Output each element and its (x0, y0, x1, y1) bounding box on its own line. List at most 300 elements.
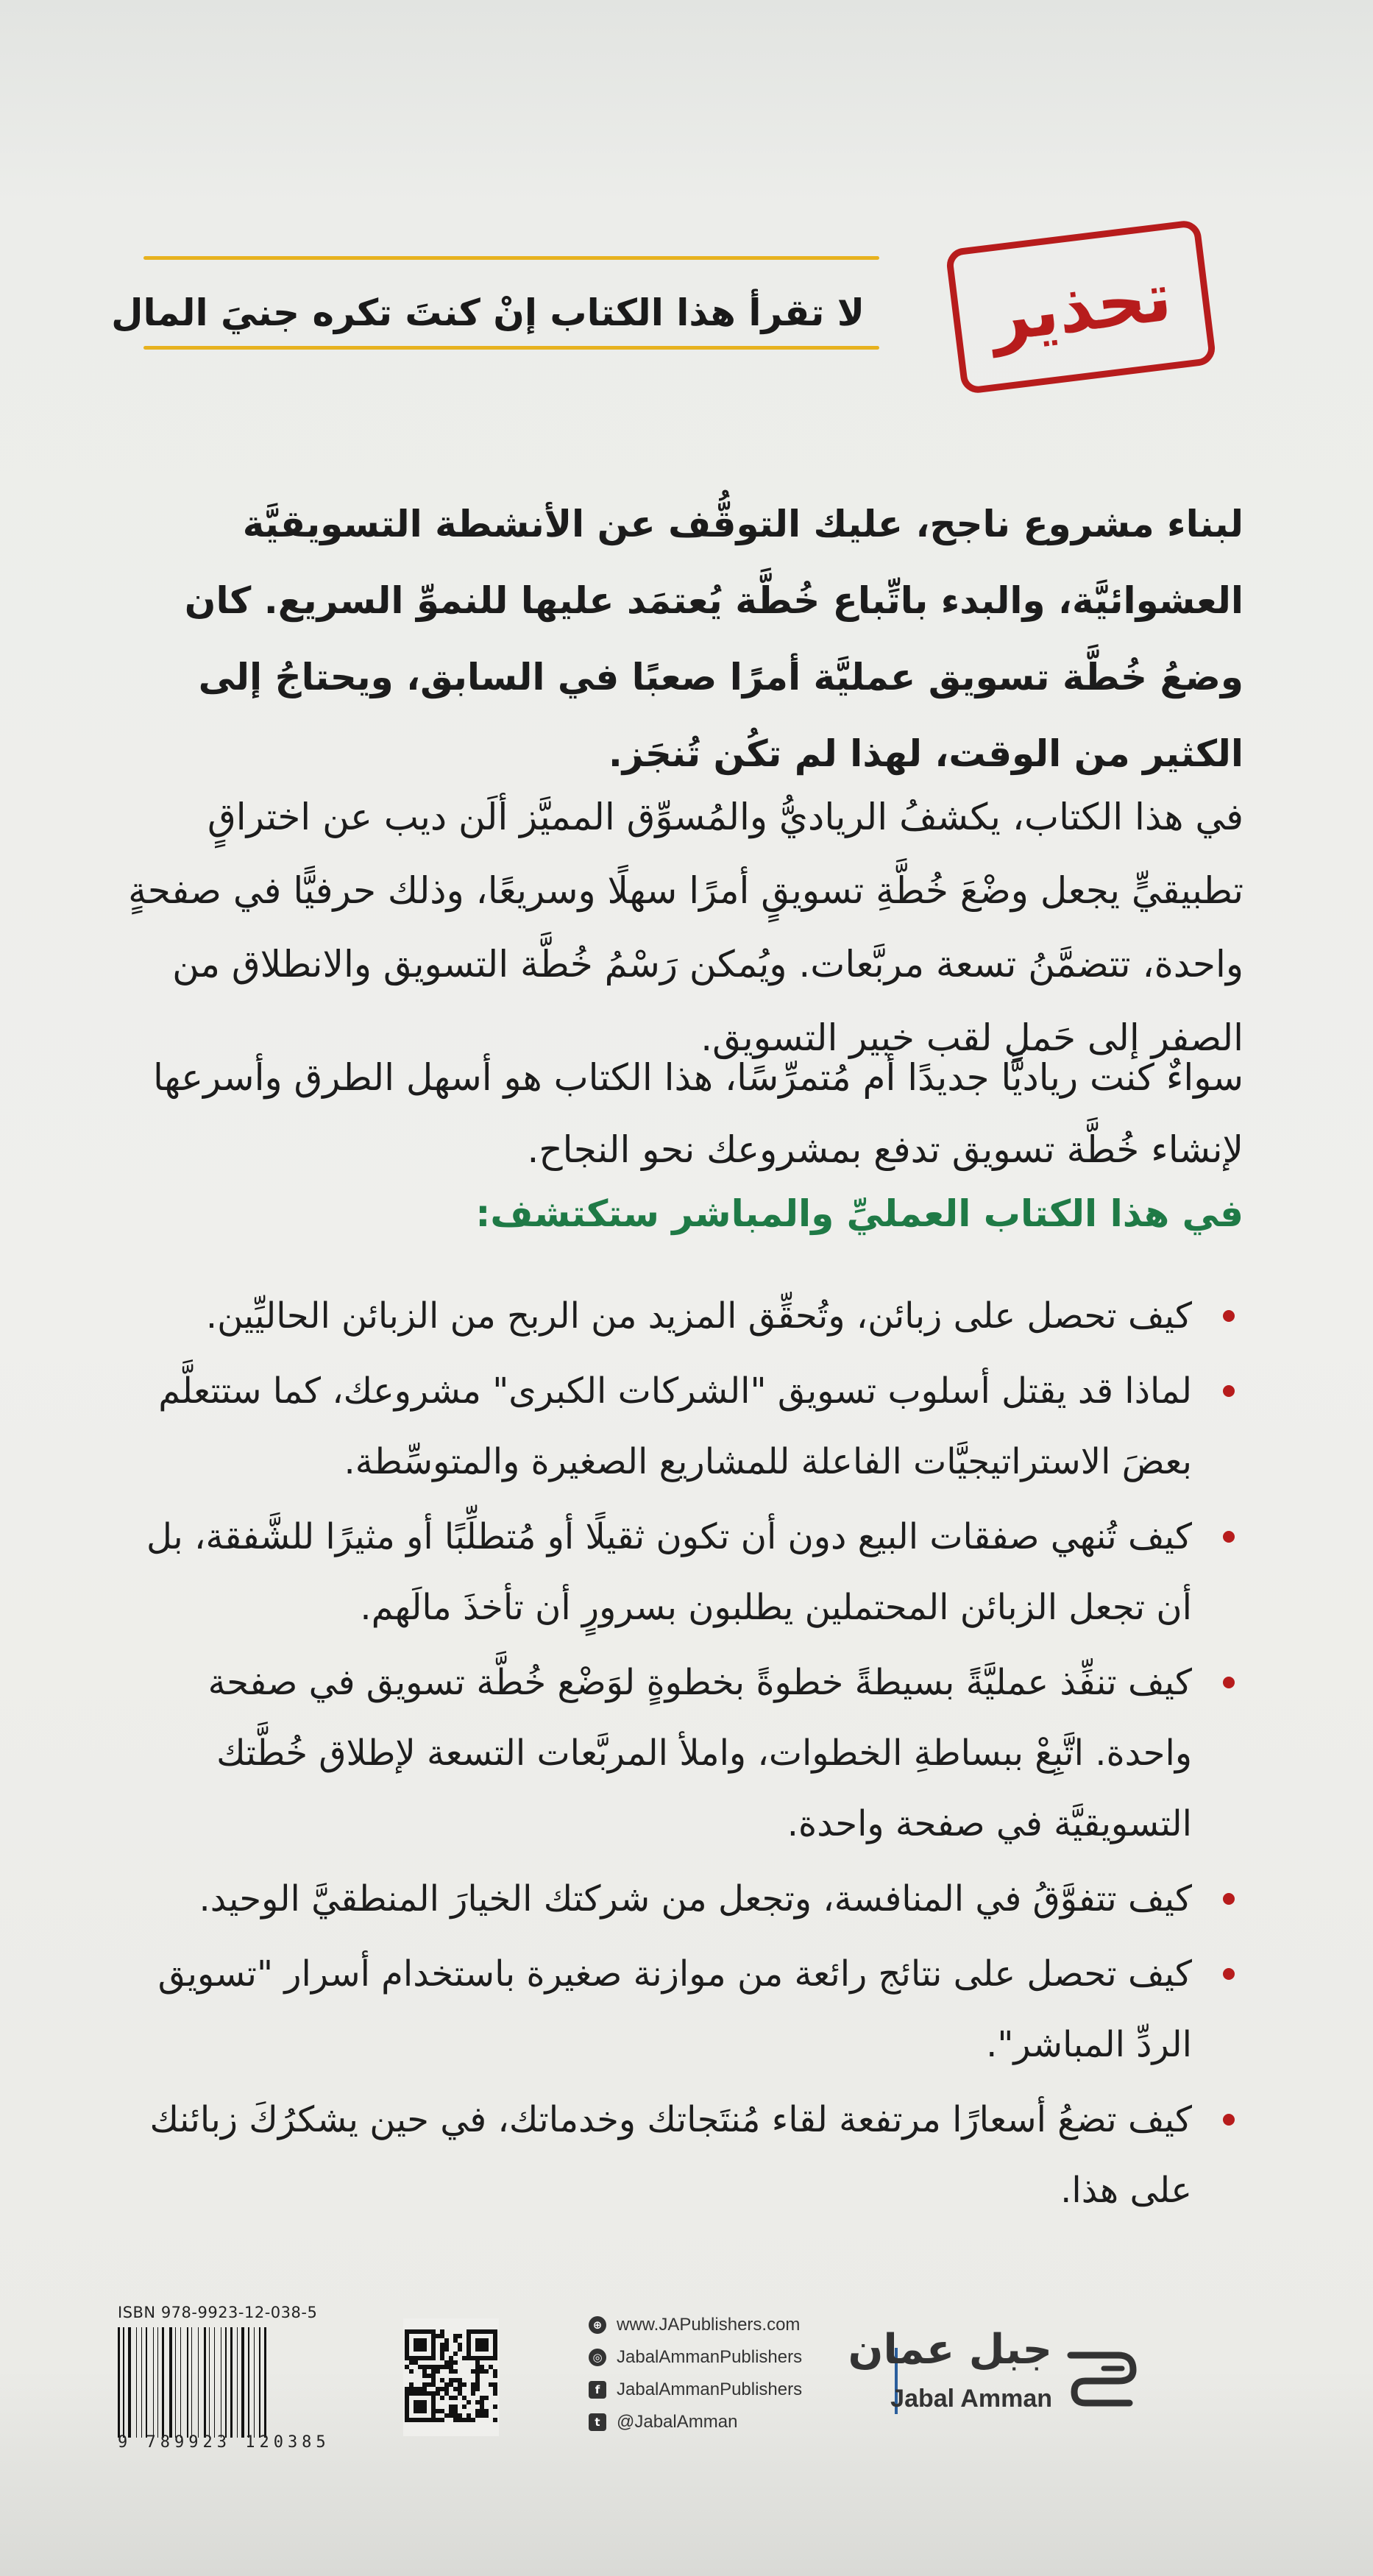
qr-module (431, 2334, 436, 2338)
qr-module (427, 2382, 431, 2387)
qr-module (449, 2360, 453, 2365)
bullet-dot-icon (1223, 2114, 1235, 2126)
qr-module (471, 2369, 475, 2374)
qr-module (427, 2374, 431, 2378)
barcode-bar (194, 2327, 197, 2438)
qr-module (427, 2329, 431, 2334)
qr-module (458, 2334, 462, 2338)
barcode-number: 9 789923 120385 (118, 2433, 330, 2452)
qr-module (440, 2356, 444, 2360)
publisher-logo (848, 2318, 1163, 2444)
barcode-bar (246, 2327, 247, 2438)
qr-module (480, 2369, 484, 2374)
qr-module (422, 2356, 427, 2360)
qr-module (493, 2387, 497, 2391)
qr-module (431, 2347, 436, 2352)
qr-module (409, 2391, 414, 2396)
qr-module (493, 2347, 497, 2352)
warning-stamp (945, 219, 1217, 395)
qr-module (422, 2343, 427, 2347)
barcode-bar (166, 2327, 167, 2438)
qr-module (453, 2409, 458, 2413)
list-item-text: كيف تتفوَّقُ في المنافسة، وتجعل من شركتك الخيارَ المنطقيَّ الوحيد. (199, 1878, 1192, 1919)
qr-module (440, 2409, 444, 2413)
qr-module (422, 2329, 427, 2334)
qr-module (471, 2391, 475, 2396)
barcode-bar (241, 2327, 244, 2438)
qr-module (453, 2413, 458, 2418)
qr-module (484, 2329, 489, 2334)
qr-module (475, 2382, 480, 2387)
qr-module (475, 2400, 480, 2405)
bullet-dot-icon (1223, 1893, 1235, 1905)
barcode-bar (212, 2327, 213, 2438)
barcode-bar (191, 2327, 192, 2438)
qr-module (414, 2391, 418, 2396)
qr-module (431, 2356, 436, 2360)
qr-module (475, 2409, 480, 2413)
qr-module (431, 2378, 436, 2382)
qr-module (493, 2374, 497, 2378)
qr-module (431, 2400, 436, 2405)
list-item-text: كيف تحصل على زبائن، وتُحقِّق المزيد من الربح من الزبائن الحاليِّين. (205, 1295, 1192, 1337)
qr-module (493, 2405, 497, 2409)
qr-module (431, 2382, 436, 2387)
header-rule-bottom (143, 346, 879, 350)
barcode-bar (149, 2327, 151, 2438)
qr-module (431, 2338, 436, 2343)
qr-module (431, 2343, 436, 2347)
qr-module (493, 2382, 497, 2387)
qr-module (458, 2418, 462, 2422)
qr-module (414, 2409, 418, 2413)
qr-module (422, 2347, 427, 2352)
qr-module (422, 2405, 427, 2409)
qr-module (449, 2409, 453, 2413)
qr-module (414, 2347, 418, 2352)
barcode-bar (255, 2327, 258, 2438)
bullet-dot-icon (1223, 1968, 1235, 1980)
qr-module (414, 2356, 418, 2360)
barcode-bar (216, 2327, 219, 2438)
qr-module (453, 2387, 458, 2391)
qr-module (484, 2396, 489, 2400)
bullet-dot-icon (1223, 1385, 1235, 1397)
qr-module (449, 2405, 453, 2409)
qr-module (405, 2334, 409, 2338)
qr-module (475, 2365, 480, 2369)
qr-module (414, 2400, 418, 2405)
barcode-bar (162, 2327, 164, 2438)
qr-module (449, 2382, 453, 2387)
bullet-dot-icon (1223, 1531, 1235, 1543)
qr-module (440, 2387, 444, 2391)
qr-module (493, 2329, 497, 2334)
qr-module (427, 2418, 431, 2422)
qr-module (431, 2396, 436, 2400)
qr-module (462, 2356, 466, 2360)
qr-module (440, 2334, 444, 2338)
qr-module (414, 2360, 418, 2365)
qr-module (480, 2396, 484, 2400)
barcode-bar (160, 2327, 161, 2438)
list-item-text: كيف تنفِّذ عمليَّةً بسيطةً خطوةً بخطوةٍ لوَضْع خُطَّة تسويق في صفحة واحدة. اتَّبِعْ ببساطةِ الخطوات، واملأ المربَّعات التسعة لإطلاق خُطَّتك التسويقيَّة في صفحة واحدة. (207, 1662, 1192, 1844)
qr-module (409, 2360, 414, 2365)
qr-module (444, 2338, 449, 2343)
qr-module (484, 2347, 489, 2352)
barcode-bar (225, 2327, 227, 2438)
qr-module (427, 2356, 431, 2360)
qr-module (475, 2413, 480, 2418)
qr-module (405, 2338, 409, 2343)
qr-module (458, 2413, 462, 2418)
qr-module (449, 2369, 453, 2374)
qr-module (493, 2391, 497, 2396)
qr-module (462, 2418, 466, 2422)
qr-module (453, 2360, 458, 2365)
qr-module (422, 2387, 427, 2391)
qr-module (440, 2352, 444, 2356)
qr-module (471, 2382, 475, 2387)
list-item-text: كيف تضعُ أسعارًا مرتفعة لقاء مُنتَجاتك وخدماتك، في حين يشكرُكَ زبائنك على هذا. (149, 2099, 1192, 2211)
contact-facebook[interactable] (589, 2376, 898, 2404)
qr-module (458, 2382, 462, 2387)
qr-module (475, 2338, 480, 2343)
qr-module (431, 2365, 436, 2369)
qr-module (418, 2347, 422, 2352)
qr-module (444, 2360, 449, 2365)
qr-module (480, 2347, 484, 2352)
twitter-icon: t (589, 2413, 606, 2431)
qr-module (462, 2382, 466, 2387)
barcode-bars (118, 2327, 361, 2438)
barcode-bar (123, 2327, 124, 2438)
qr-module (409, 2369, 414, 2374)
qr-module (418, 2391, 422, 2396)
qr-module (418, 2405, 422, 2409)
qr-module (458, 2391, 462, 2396)
qr-module (480, 2356, 484, 2360)
qr-module (444, 2387, 449, 2391)
qr-module (405, 2347, 409, 2352)
qr-module (414, 2418, 418, 2422)
qr-module (453, 2396, 458, 2400)
qr-module (414, 2338, 418, 2343)
barcode-bar (222, 2327, 224, 2438)
barcode-bar (141, 2327, 142, 2438)
qr-module (466, 2352, 471, 2356)
qr-module (453, 2378, 458, 2382)
qr-module (431, 2374, 436, 2378)
qr-module (431, 2413, 436, 2418)
qr-module (480, 2400, 484, 2405)
qr-module (405, 2387, 409, 2391)
intro-paragraph-2: في هذا الكتاب، يكشفُ الرياديُّ والمُسوِّق المميَّز ألَن ديب عن اختراقٍ تطبيقيٍّ يجعل وضْعَ خُطَّةِ تسويقٍ أمرًا سهلًا وسريعًا، وذلك حرفيًّا في صفحةٍ واحدة، تتضمَّنُ تسعة مربَّعات. ويُمكن رَسْمُ خُطَّة التسويق والانطلاق من الصفر إلى حَملِ لقب خبير التسويق. (128, 796, 1243, 1059)
qr-module (493, 2356, 497, 2360)
qr-module (453, 2338, 458, 2343)
barcode-bar (204, 2327, 206, 2438)
qr-module (418, 2409, 422, 2413)
qr-module (440, 2347, 444, 2352)
warning-tagline-text: لا تقرأ هذا الكتاب إنْ كنتَ تكره جنيَ المال (111, 291, 865, 334)
barcode-bar (118, 2327, 120, 2438)
header-rule-top (143, 256, 879, 260)
qr-module (427, 2391, 431, 2396)
qr-module (466, 2347, 471, 2352)
contact-label: JabalAmmanPublishers (617, 2379, 803, 2399)
list-item (118, 1939, 1243, 2080)
qr-module (453, 2352, 458, 2356)
list-item (118, 1501, 1243, 1643)
barcode-bar (200, 2327, 202, 2438)
qr-module (466, 2413, 471, 2418)
qr-module (422, 2382, 427, 2387)
qr-module (453, 2405, 458, 2409)
qr-module (414, 2405, 418, 2409)
barcode-bar (230, 2327, 233, 2438)
barcode-bar (169, 2327, 172, 2438)
qr-module (409, 2418, 414, 2422)
qr-module (405, 2356, 409, 2360)
barcode-bar (157, 2327, 158, 2438)
publisher-name-arabic: جبل عمان (848, 2326, 1052, 2374)
qr-module (480, 2343, 484, 2347)
list-item-text: كيف تُنهي صفقات البيع دون أن تكون ثقيلًا أو مُتطلِّبًا أو مثيرًا للشَّفقة، بل أن تجعل الزبائن المحتملين يطلبون بسرورٍ أن تأخذَ مالَهم. (146, 1516, 1192, 1628)
qr-module (427, 2365, 431, 2369)
qr-module (484, 2413, 489, 2418)
isbn-barcode (118, 2304, 361, 2451)
qr-module (409, 2329, 414, 2334)
qr-module (405, 2391, 409, 2396)
barcode-bar (254, 2327, 255, 2438)
barcode-bar (178, 2327, 180, 2438)
qr-module (480, 2329, 484, 2334)
qr-module (466, 2400, 471, 2405)
qr-module (405, 2352, 409, 2356)
qr-module (440, 2378, 444, 2382)
intro-paragraph-3: سواءٌ كنت رياديًّا جديدًا أم مُتمرِّسًا، هذا الكتاب هو أسهل الطرق وأسرعها لإنشاء خُطَّة تسويق تدفع بمشروعك نحو النجاح. (152, 1056, 1243, 1171)
qr-module (444, 2413, 449, 2418)
qr-module (405, 2400, 409, 2405)
qr-module (405, 2343, 409, 2347)
qr-module (449, 2396, 453, 2400)
list-item (118, 1647, 1243, 1859)
qr-module (436, 2387, 440, 2391)
qr-module (431, 2391, 436, 2396)
contact-label: www.JAPublishers.com (617, 2315, 801, 2335)
intro-paragraph-1: لبناء مشروع ناجح، عليك التوقُّف عن الأنشطة التسويقيَّة العشوائيَّة، والبدء باتِّباع خُطَّة يُعتمَد عليها للنموِّ السريع. كان وضعُ خُطَّة تسويق عمليَّة أمرًا صعبًا في السابق، ويحتاجُ إلى الكثير من الوقت، لهذا لم تكُن تُنجَز. (184, 503, 1243, 775)
qr-module (475, 2329, 480, 2334)
qr-module (471, 2387, 475, 2391)
qr-module (409, 2387, 414, 2391)
qr-module (458, 2343, 462, 2347)
qr-module (493, 2369, 497, 2374)
qr-module (431, 2369, 436, 2374)
qr-module (453, 2418, 458, 2422)
qr-module (440, 2329, 444, 2334)
qr-module (475, 2369, 480, 2374)
qr-module (449, 2365, 453, 2369)
barcode-bar (173, 2327, 174, 2438)
qr-module (440, 2365, 444, 2369)
qr-module (493, 2352, 497, 2356)
qr-module (440, 2418, 444, 2422)
qr-module (475, 2360, 480, 2365)
qr-module (409, 2356, 414, 2360)
qr-module (444, 2365, 449, 2369)
qr-module (405, 2418, 409, 2422)
qr-module (475, 2356, 480, 2360)
barcode-bar (264, 2327, 266, 2438)
barcode-bar (229, 2327, 230, 2438)
qr-module (444, 2382, 449, 2387)
qr-module (484, 2343, 489, 2347)
discover-subheading: في هذا الكتاب العمليِّ والمباشر ستكتشف: (475, 1192, 1243, 1235)
barcode-bar (251, 2327, 252, 2438)
qr-module (466, 2334, 471, 2338)
list-item (118, 2084, 1243, 2226)
qr-module (453, 2369, 458, 2374)
qr-module (444, 2347, 449, 2352)
qr-module (440, 2396, 444, 2400)
qr-module (484, 2409, 489, 2413)
qr-module (475, 2387, 480, 2391)
barcode-bar (234, 2327, 235, 2438)
qr-module (405, 2329, 409, 2334)
qr-module (414, 2343, 418, 2347)
barcode-bar (187, 2327, 188, 2438)
barcode-bar (138, 2327, 140, 2438)
qr-module (405, 2396, 409, 2400)
list-item (118, 1864, 1243, 1934)
contact-label: @JabalAmman (617, 2412, 738, 2432)
qr-module (484, 2356, 489, 2360)
qr-module (449, 2356, 453, 2360)
qr-module (431, 2329, 436, 2334)
qr-module (418, 2343, 422, 2347)
qr-module (422, 2365, 427, 2369)
qr-module (422, 2369, 427, 2374)
qr-module (414, 2329, 418, 2334)
qr-module (436, 2391, 440, 2396)
barcode-bar (238, 2327, 240, 2438)
bullet-dot-icon (1223, 1677, 1235, 1688)
qr-module (431, 2409, 436, 2413)
qr-module (418, 2338, 422, 2343)
qr-module (493, 2334, 497, 2338)
qr-module (418, 2387, 422, 2391)
qr-module (414, 2387, 418, 2391)
discover-bullet-list (118, 1281, 1243, 2230)
qr-module (436, 2369, 440, 2374)
qr-module (458, 2387, 462, 2391)
qr-module (475, 2378, 480, 2382)
qr-module (422, 2409, 427, 2413)
qr-module (480, 2338, 484, 2343)
qr-module (418, 2365, 422, 2369)
qr-module (493, 2418, 497, 2422)
qr-module (480, 2405, 484, 2409)
qr-module (418, 2356, 422, 2360)
list-item-text: كيف تحصل على نتائج رائعة من موازنة صغيرة باستخدام أسرار "تسويق الردِّ المباشر". (157, 1953, 1192, 2065)
qr-module (462, 2405, 466, 2409)
qr-module (475, 2347, 480, 2352)
qr-module (418, 2400, 422, 2405)
qr-module (484, 2338, 489, 2343)
qr-module (475, 2374, 480, 2378)
barcode-bar (198, 2327, 199, 2438)
qr-module (405, 2409, 409, 2413)
qr-module (484, 2369, 489, 2374)
qr-module (422, 2338, 427, 2343)
facebook-icon: f (589, 2381, 606, 2399)
barcode-bar (136, 2327, 137, 2438)
qr-module (493, 2338, 497, 2343)
warning-stamp-label: تحذير (986, 256, 1176, 358)
qr-module (405, 2413, 409, 2418)
barcode-bar (180, 2327, 181, 2438)
qr-code (403, 2318, 499, 2436)
qr-module (444, 2343, 449, 2347)
qr-module (466, 2338, 471, 2343)
barcode-bar (153, 2327, 154, 2438)
barcode-bar (175, 2327, 176, 2438)
qr-module (480, 2413, 484, 2418)
barcode-bar (132, 2327, 134, 2438)
qr-module (453, 2334, 458, 2338)
qr-module (493, 2343, 497, 2347)
qr-module (475, 2343, 480, 2347)
qr-module (466, 2343, 471, 2347)
contact-twitter[interactable] (589, 2408, 898, 2436)
qr-module (409, 2382, 414, 2387)
qr-module (471, 2418, 475, 2422)
qr-module (405, 2365, 409, 2369)
barcode-bar (237, 2327, 238, 2438)
qr-module (436, 2418, 440, 2422)
qr-module (462, 2396, 466, 2400)
barcode-bar (144, 2327, 145, 2438)
qr-module (489, 2356, 493, 2360)
qr-module (489, 2382, 493, 2387)
list-item (118, 1281, 1243, 1351)
qr-module (422, 2418, 427, 2422)
qr-module (436, 2365, 440, 2369)
barcode-bar (128, 2327, 131, 2438)
barcode-bar (155, 2327, 156, 2438)
qr-module (471, 2329, 475, 2334)
publisher-name-english: Jabal Amman (890, 2385, 1052, 2413)
qr-module (436, 2334, 440, 2338)
qr-module (418, 2418, 422, 2422)
barcode-bar (182, 2327, 185, 2438)
qr-module (489, 2329, 493, 2334)
qr-module (449, 2413, 453, 2418)
qr-module (471, 2356, 475, 2360)
qr-module (436, 2409, 440, 2413)
qr-module (422, 2391, 427, 2396)
qr-module (466, 2418, 471, 2422)
list-item-text: لماذا قد يقتل أسلوب تسويق "الشركات الكبرى" مشروعك، كما ستتعلَّم بعضَ الاستراتيجيَّات الفاعلة للمشاريع الصغيرة والمتوسِّطة. (158, 1370, 1192, 1482)
isbn-label: ISBN 978-9923-12-038-5 (118, 2304, 318, 2321)
qr-module (449, 2378, 453, 2382)
qr-module (431, 2405, 436, 2409)
qr-module (422, 2400, 427, 2405)
instagram-icon: ◎ (589, 2349, 606, 2366)
barcode-bar (248, 2327, 249, 2438)
qr-module (458, 2347, 462, 2352)
qr-module (405, 2405, 409, 2409)
